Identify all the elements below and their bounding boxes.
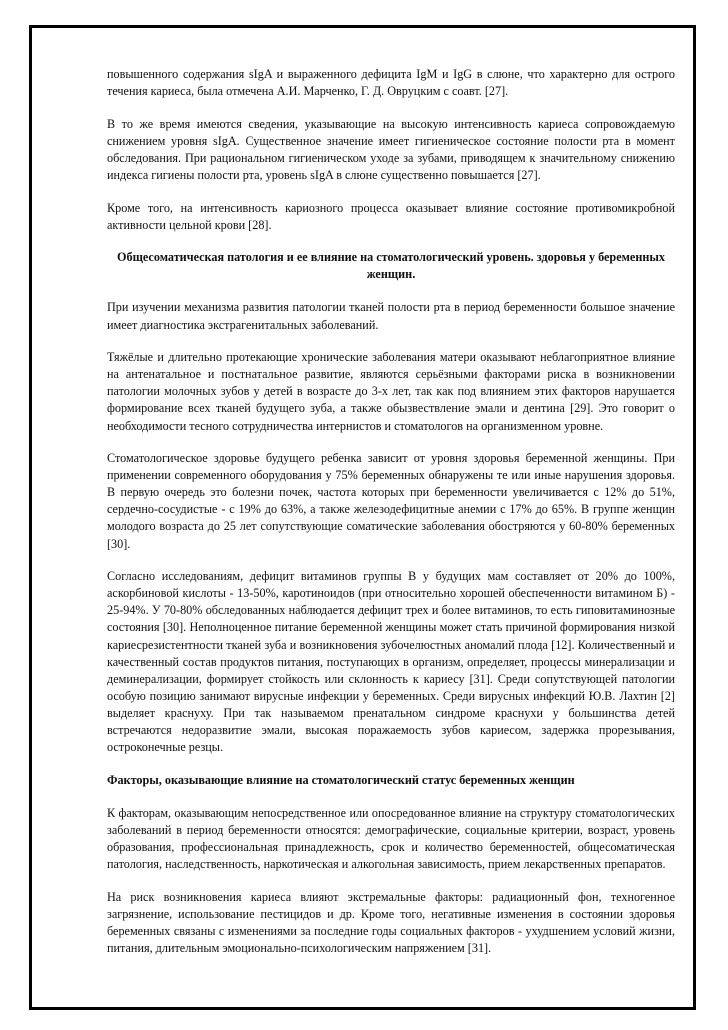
paragraph: При изучении механизма развития патологии тканей полости рта в период беременности большое значение имеет диагностика экстрагенитальных заболеваний.	[107, 300, 675, 332]
paragraph: На риск возникновения кариеса влияют экстремальные факторы: радиационный фон, техногенное загрязнение, использование пестицидов и др. Кроме того, негативные изменения в состоянии здоровья беременных связаны с изменениями за последние годы социальных факторов - ухудшением условий жизни, питания, длительным эмоционально-психологическим напряжением [31].	[107, 889, 675, 955]
paragraph: Кроме того, на интенсивность кариозного процесса оказывает влияние состояние противомикробной активности цельной крови [28].	[107, 200, 675, 232]
paragraph: Тяжёлые и длительно протекающие хронические заболевания матери оказывают неблагоприятное влияние на антенатальное и постнатальное развитие, являются серьёзными факторами риска в возникновении патологии молочных зубов у детей в возрасте до 3-х лет, так как под влиянием этих факторов нарушается формирование всех тканей будущего зуба, а также обызвествление эмали и дентина [29]. Это говорит о необходимости тесного сотрудничества интернистов и стоматологов на организменном уровне.	[107, 350, 675, 433]
paragraph: повышенного содержания sIgA и выраженного дефицита IgM и IgG в слюне, что характерно для острого течения кариеса, была отмечена А.И. Марченко, Г. Д. Овруцким с соавт. [27].	[107, 67, 675, 99]
document-body	[107, 66, 675, 973]
paragraph: К факторам, оказывающим непосредственное или опосредованное влияние на структуру стоматологических заболеваний в период беременности относятся: демографические, социальные критерии, возраст, уровень образования, профессиональная принадлежность, срок и количество беременностей, общесоматическая патология, наследственность, наркотическая и алкогольная зависимость, прием лекарственных препаратов.	[107, 805, 675, 872]
paragraph: Согласно исследованиям, дефицит витаминов группы В у будущих мам составляет от 20% до 100%, аскорбиновой кислоты - 13-50%, каротиноидов (при относительно хорошей обеспеченности витамином Б) - 25-94%. У 70-80% обследованных наблюдается дефицит трех и более витаминов, то есть гиповитаминозные состояния [30]. Неполноценное питание беременной женщины может стать причиной формирования низкой кариесрезистентности тканей зуба и возникновения зубочелюстных аномалий плода [12]. Количественный и качественный состав продуктов питания, поступающих в организм, определяет, процессы минерализации и деминерализации, формирует стойкость или склонность к кариесу [31]. Среди сопутствующей патологии особую позицию занимают вирусные инфекции у беременных. Среди вирусных инфекций Ю.В. Лахтин [2] выделяет краснуху. При так называемом пренатальном синдроме краснухи у большинства детей встречаются недоразвитие эмали, высокая поражаемость зубов кариесом, задержка прорезывания, остроконечные резцы.	[107, 569, 675, 755]
paragraph: В то же время имеются сведения, указывающие на высокую интенсивность кариеса сопровождаемую снижением уровня sIgA. Существенное значение имеет гигиеническое состояние полости рта в момент обследования. При рациональном гигиеническом уходе за зубами, приводящем к значительному снижению индекса гигиены полости рта, уровень sIgA в слюне существенно повышается [27].	[107, 116, 675, 182]
paragraph: Стоматологическое здоровье будущего ребенка зависит от уровня здоровья беременной женщины. При применении современного оборудования у 75% беременных обнаружены те или иные нарушения здоровья. В первую очередь это болезни почек, частота которых при беременности увеличивается с 12% до 51%, сердечно-сосудистые - с 19% до 63%, а также железодефицитные анемии с 17% до 65%. В группе женщин молодого возраста до 25 лет сопутствующие соматические заболевания обостряются у 60-80% беременных [30].	[107, 451, 675, 551]
section-heading: Факторы, оказывающие влияние на стоматологический статус беременных женщин	[107, 772, 575, 787]
section-heading: Общесоматическая патология и ее влияние на стоматологический уровень. здоровья у беременных женщин.	[117, 250, 665, 282]
